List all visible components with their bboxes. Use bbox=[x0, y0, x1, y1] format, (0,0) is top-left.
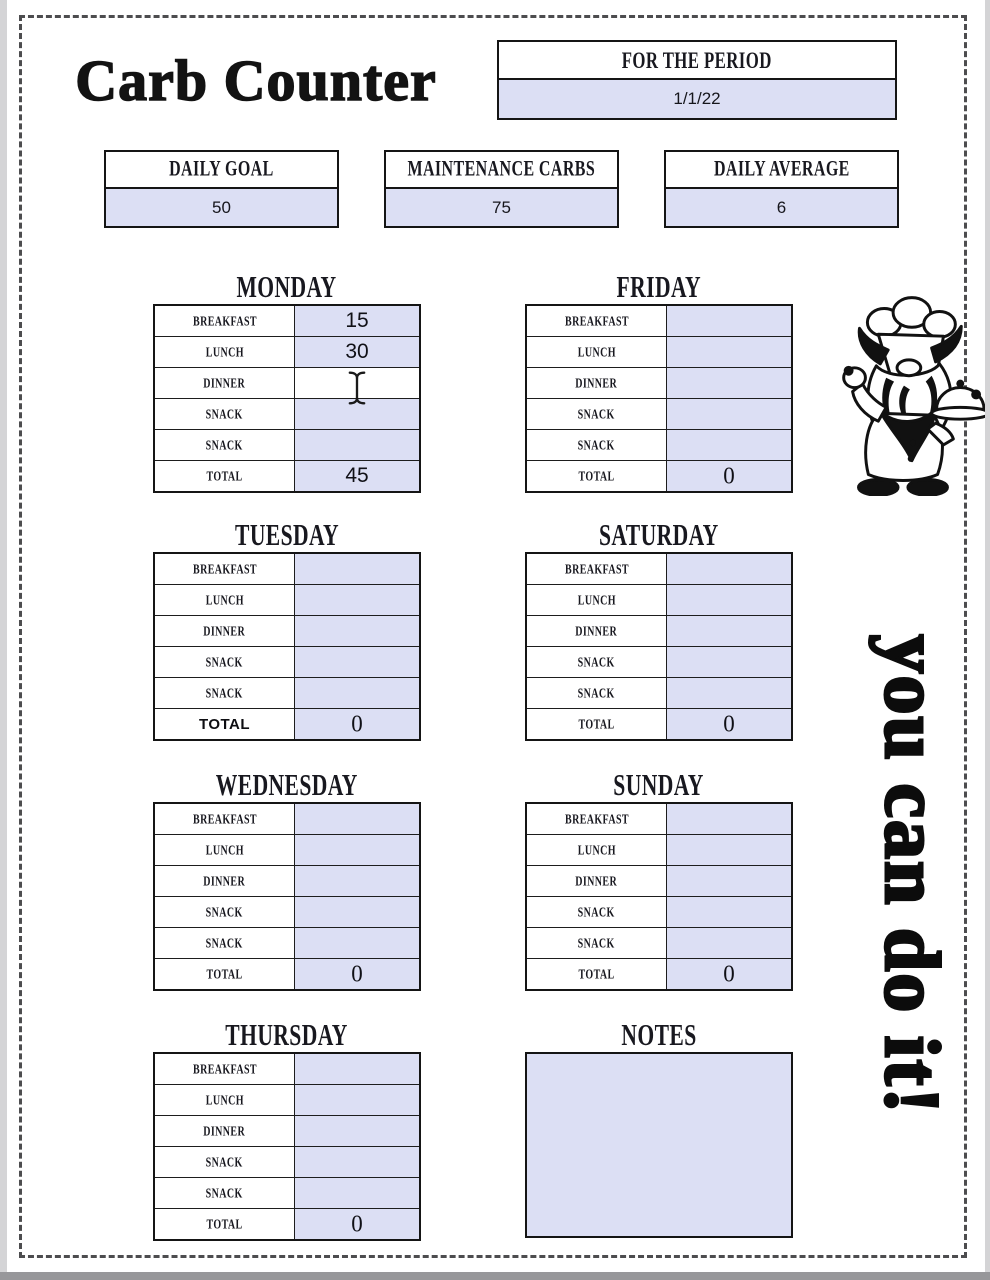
snack1-value-cell[interactable] bbox=[667, 647, 791, 677]
meal-label-total: TOTAL bbox=[155, 959, 294, 989]
total-value-cell: 0 bbox=[667, 709, 791, 739]
meal-label-total: TOTAL bbox=[527, 959, 666, 989]
meal-label-snack1: SNACK bbox=[155, 399, 294, 429]
meal-label-lunch: LUNCH bbox=[527, 835, 666, 865]
total-value-cell: 0 bbox=[667, 461, 791, 491]
meal-label-lunch: LUNCH bbox=[527, 337, 666, 367]
meal-label-breakfast: BREAKFAST bbox=[155, 804, 294, 834]
meal-label-snack1: SNACK bbox=[155, 897, 294, 927]
lunch-value-cell[interactable] bbox=[295, 835, 419, 865]
snack2-value-cell[interactable] bbox=[295, 1178, 419, 1208]
breakfast-value-cell[interactable] bbox=[667, 554, 791, 584]
dinner-value-cell[interactable] bbox=[295, 866, 419, 896]
day-title-friday: FRIDAY bbox=[616, 269, 702, 304]
meal-label-snack2: SNACK bbox=[155, 678, 294, 708]
lunch-value-cell[interactable] bbox=[667, 337, 791, 367]
daily-average-box bbox=[664, 150, 899, 228]
snack1-value-cell[interactable] bbox=[667, 897, 791, 927]
daily-average-value: 6 bbox=[666, 189, 897, 226]
meal-label-total: TOTAL bbox=[155, 1209, 294, 1239]
meal-label-dinner: DINNER bbox=[527, 866, 666, 896]
day-table-monday bbox=[153, 304, 421, 493]
total-value-cell: 0 bbox=[295, 709, 419, 739]
period-date-field[interactable]: 1/1/22 bbox=[499, 80, 895, 118]
meal-label-lunch: LUNCH bbox=[155, 835, 294, 865]
snack1-value-cell[interactable] bbox=[667, 399, 791, 429]
day-title-thursday: THURSDAY bbox=[225, 1017, 349, 1052]
daily-goal-value[interactable]: 50 bbox=[106, 189, 337, 226]
motivation-text: you can do it! bbox=[869, 634, 956, 1116]
meal-label-dinner: DINNER bbox=[155, 368, 294, 398]
carb-counter-page bbox=[7, 0, 985, 1272]
meal-label-snack1: SNACK bbox=[155, 1147, 294, 1177]
day-table-friday bbox=[525, 304, 793, 493]
meal-label-snack2: SNACK bbox=[155, 1178, 294, 1208]
day-card-thursday bbox=[153, 1019, 421, 1241]
meal-label-dinner: DINNER bbox=[527, 616, 666, 646]
snack1-value-cell[interactable] bbox=[295, 897, 419, 927]
total-value-cell: 0 bbox=[295, 1209, 419, 1239]
snack2-value-cell[interactable] bbox=[667, 430, 791, 460]
meal-label-snack2: SNACK bbox=[155, 928, 294, 958]
meal-label-breakfast: BREAKFAST bbox=[155, 554, 294, 584]
day-table-wednesday bbox=[153, 802, 421, 991]
dinner-value-cell[interactable] bbox=[295, 616, 419, 646]
lunch-value-cell[interactable] bbox=[295, 585, 419, 615]
day-title-sunday: SUNDAY bbox=[613, 767, 705, 802]
dinner-value-cell[interactable] bbox=[295, 1116, 419, 1146]
snack1-value-cell[interactable] bbox=[295, 1147, 419, 1177]
maintenance-carbs-label: MAINTENANCE CARBS bbox=[386, 152, 617, 189]
day-card-tuesday bbox=[153, 519, 421, 741]
meal-label-lunch: LUNCH bbox=[155, 585, 294, 615]
snack2-value-cell[interactable] bbox=[295, 678, 419, 708]
page-edge-right bbox=[985, 0, 990, 1272]
meal-label-lunch: LUNCH bbox=[155, 337, 294, 367]
daily-goal-label: DAILY GOAL bbox=[106, 152, 337, 189]
maintenance-carbs-value[interactable]: 75 bbox=[386, 189, 617, 226]
meal-label-dinner: DINNER bbox=[527, 368, 666, 398]
lunch-value-cell[interactable] bbox=[667, 835, 791, 865]
breakfast-value-cell[interactable] bbox=[667, 306, 791, 336]
total-value-cell: 0 bbox=[295, 959, 419, 989]
meal-label-snack1: SNACK bbox=[527, 897, 666, 927]
text-cursor-icon bbox=[344, 370, 370, 406]
lunch-value-cell[interactable] bbox=[295, 1085, 419, 1115]
dinner-value-cell[interactable] bbox=[667, 866, 791, 896]
day-card-friday bbox=[525, 271, 793, 493]
breakfast-value-cell[interactable]: 15 bbox=[295, 306, 419, 336]
breakfast-value-cell[interactable] bbox=[295, 804, 419, 834]
meal-label-total: TOTAL bbox=[155, 461, 294, 491]
meal-label-snack2: SNACK bbox=[527, 678, 666, 708]
snack2-value-cell[interactable] bbox=[295, 430, 419, 460]
dinner-value-cell[interactable] bbox=[667, 368, 791, 398]
snack1-value-cell[interactable] bbox=[295, 647, 419, 677]
day-card-wednesday bbox=[153, 769, 421, 991]
meal-label-total: TOTAL bbox=[527, 709, 666, 739]
notes-card bbox=[525, 1019, 793, 1238]
period-box bbox=[497, 40, 897, 120]
meal-label-dinner: DINNER bbox=[155, 616, 294, 646]
meal-label-lunch: LUNCH bbox=[527, 585, 666, 615]
day-title-monday: MONDAY bbox=[236, 269, 337, 304]
daily-goal-box bbox=[104, 150, 339, 228]
day-table-tuesday bbox=[153, 552, 421, 741]
meal-label-snack1: SNACK bbox=[155, 647, 294, 677]
snack2-value-cell[interactable] bbox=[667, 928, 791, 958]
day-card-sunday bbox=[525, 769, 793, 991]
maintenance-carbs-box bbox=[384, 150, 619, 228]
meal-label-snack1: SNACK bbox=[527, 399, 666, 429]
notes-title: NOTES bbox=[621, 1017, 697, 1052]
snack2-value-cell[interactable] bbox=[667, 678, 791, 708]
day-title-tuesday: TUESDAY bbox=[234, 517, 340, 552]
page-title: Carb Counter bbox=[75, 47, 437, 113]
snack2-value-cell[interactable] bbox=[295, 928, 419, 958]
total-value-cell: 45 bbox=[295, 461, 419, 491]
day-card-saturday bbox=[525, 519, 793, 741]
meal-label-breakfast: BREAKFAST bbox=[527, 554, 666, 584]
meal-label-dinner: DINNER bbox=[155, 866, 294, 896]
day-title-wednesday: WEDNESDAY bbox=[215, 767, 359, 802]
meal-label-total: TOTAL bbox=[527, 461, 666, 491]
breakfast-value-cell[interactable] bbox=[667, 804, 791, 834]
meal-label-snack2: SNACK bbox=[527, 430, 666, 460]
day-card-monday bbox=[153, 271, 421, 493]
meal-label-breakfast: BREAKFAST bbox=[527, 306, 666, 336]
meal-label-breakfast: BREAKFAST bbox=[527, 804, 666, 834]
meal-label-snack1: SNACK bbox=[527, 647, 666, 677]
dinner-value-cell[interactable] bbox=[667, 616, 791, 646]
meal-label-snack2: SNACK bbox=[527, 928, 666, 958]
breakfast-value-cell[interactable] bbox=[295, 1054, 419, 1084]
meal-label-breakfast: BREAKFAST bbox=[155, 306, 294, 336]
day-title-saturday: SATURDAY bbox=[599, 517, 719, 552]
period-label: FOR THE PERIOD bbox=[499, 42, 895, 80]
daily-average-label: DAILY AVERAGE bbox=[666, 152, 897, 189]
day-table-thursday bbox=[153, 1052, 421, 1241]
dinner-value-cell-active[interactable] bbox=[295, 368, 419, 398]
total-value-cell: 0 bbox=[667, 959, 791, 989]
page-edge-bottom bbox=[0, 1272, 990, 1280]
notes-input-area[interactable] bbox=[525, 1052, 793, 1238]
meal-label-dinner: DINNER bbox=[155, 1116, 294, 1146]
page-edge-left bbox=[0, 0, 7, 1280]
day-table-sunday bbox=[525, 802, 793, 991]
meal-label-snack2: SNACK bbox=[155, 430, 294, 460]
lunch-value-cell[interactable] bbox=[667, 585, 791, 615]
lunch-value-cell[interactable]: 30 bbox=[295, 337, 419, 367]
meal-label-breakfast: BREAKFAST bbox=[155, 1054, 294, 1084]
day-table-saturday bbox=[525, 552, 793, 741]
breakfast-value-cell[interactable] bbox=[295, 554, 419, 584]
meal-label-total-bold: TOTAL bbox=[155, 709, 294, 739]
meal-label-lunch: LUNCH bbox=[155, 1085, 294, 1115]
chef-with-platter-icon bbox=[817, 292, 985, 496]
